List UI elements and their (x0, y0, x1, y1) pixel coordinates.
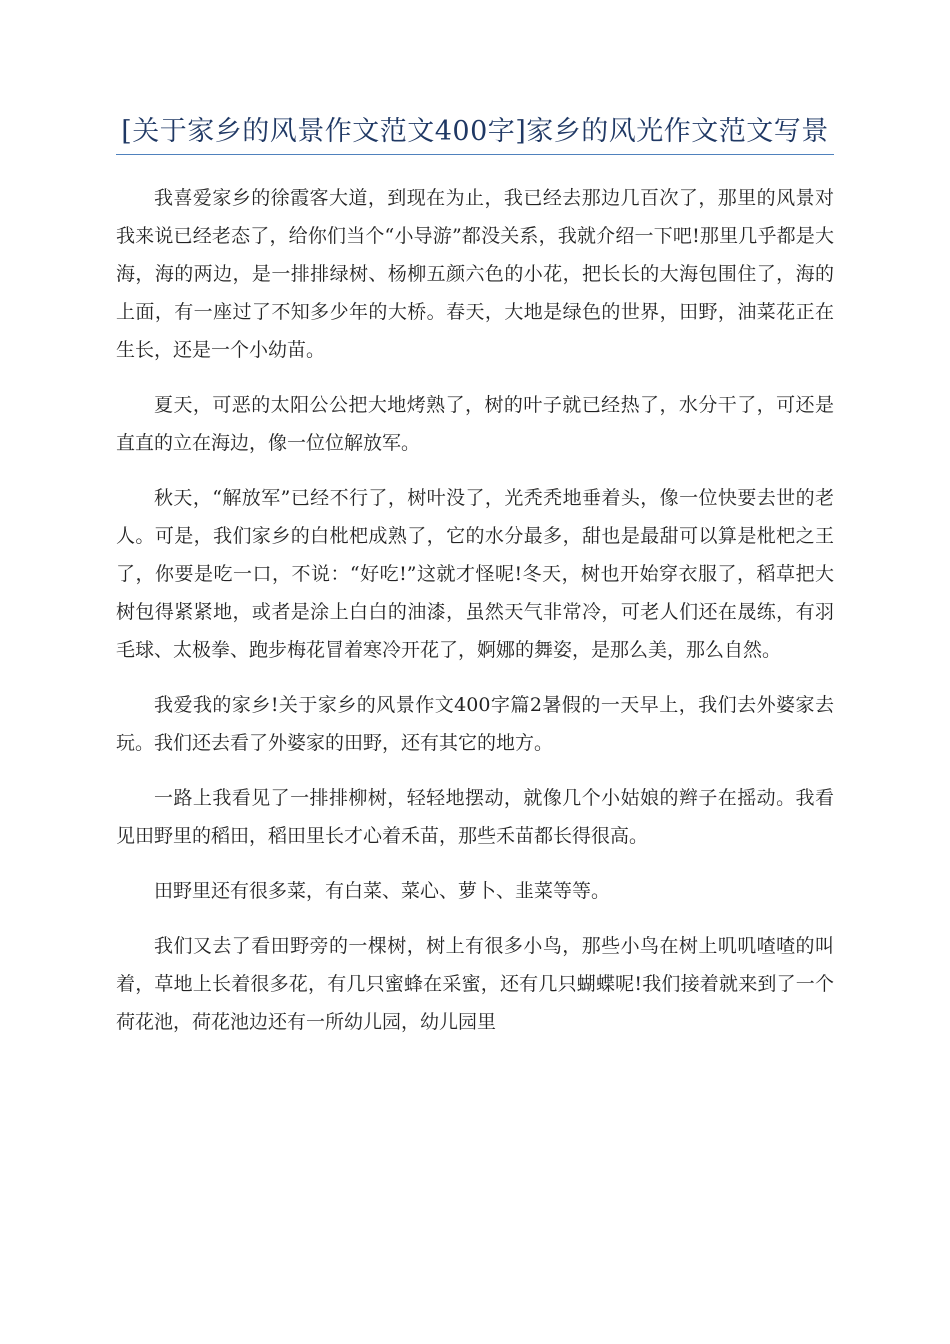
document-title: [关于家乡的风景作文范文400字]家乡的风光作文范文写景 (121, 116, 829, 147)
paragraph: 一路上我看见了一排排柳树，轻轻地摆动，就像几个小姑娘的辫子在摇动。我看见田野里的稻田，稻田里长才心着禾苗，那些禾苗都长得很高。 (116, 787, 834, 847)
paragraph: 秋天，“解放军”已经不行了，树叶没了，光秃秃地垂着头，像一位快要去世的老人。可是，我们家乡的白枇杷成熟了，它的水分最多，甜也是最甜可以算是枇杷之王了，你要是吃一口，不说：“好吃!”这就才怪呢!冬天，树也开始穿衣服了，稻草把大树包得紧紧地，或者是涂上白白的油漆，虽然天气非常冷，可老人们还在晟练，有羽毛球、太极拳、跑步梅花冒着寒冷开花了，婀娜的舞姿，是那么美，那么自然。 (116, 487, 834, 661)
title-underline (116, 154, 834, 155)
paragraph: 夏天，可恶的太阳公公把大地烤熟了，树的叶子就已经热了，水分干了，可还是直直的立在海边，像一位位解放军。 (116, 394, 834, 454)
paragraph: 我们又去了看田野旁的一棵树，树上有很多小鸟，那些小鸟在树上叽叽喳喳的叫着，草地上长着很多花，有几只蜜蜂在采蜜，还有几只蝴蝶呢!我们接着就来到了一个荷花池，荷花池边还有一所幼儿园，幼儿园里 (116, 935, 834, 1033)
paragraph: 我喜爱家乡的徐霞客大道，到现在为止，我已经去那边几百次了，那里的风景对我来说已经老态了，给你们当个“小导游”都没关系，我就介绍一下吧!那里几乎都是大海，海的两边，是一排排绿树、杨柳五颜六色的小花，把长长的大海包围住了，海的上面，有一座过了不知多少年的大桥。春天，大地是绿色的世界，田野，油菜花正在生长，还是一个小幼苗。 (116, 187, 834, 361)
document-page (116, 0, 834, 1344)
paragraph: 田野里还有很多菜，有白菜、菜心、萝卜、韭菜等等。 (154, 880, 611, 902)
paragraph: 我爱我的家乡!关于家乡的风景作文400字篇2暑假的一天早上，我们去外婆家去玩。我们还去看了外婆家的田野，还有其它的地方。 (116, 694, 834, 754)
document-body (116, 179, 834, 1041)
